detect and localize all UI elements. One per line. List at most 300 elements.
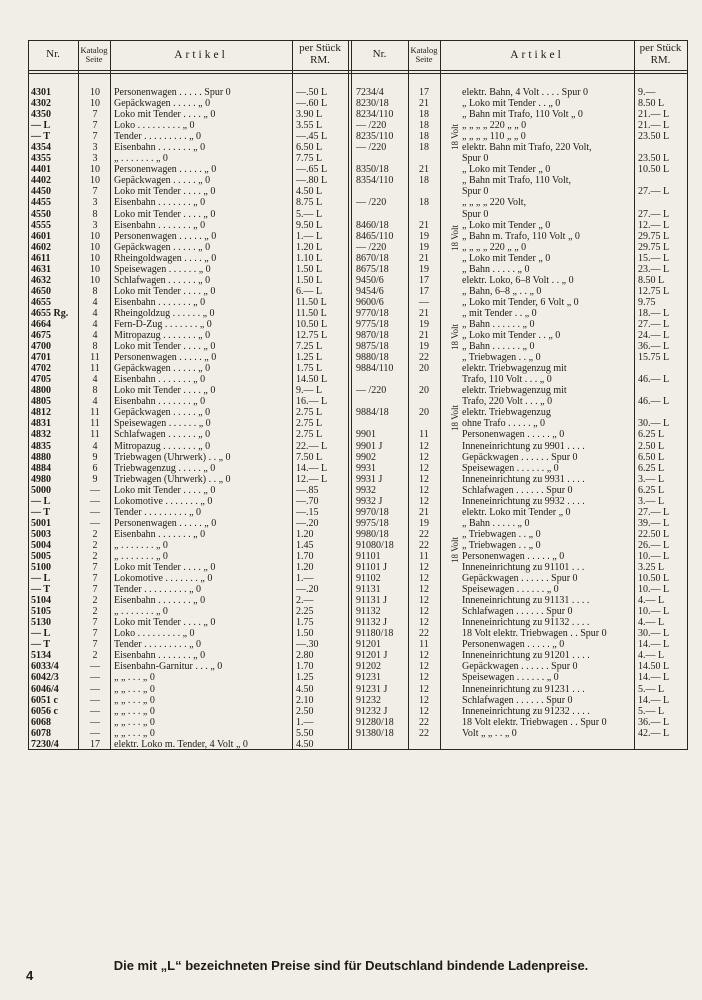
cell-price: 30.— L (638, 628, 670, 640)
cell-kat: 2 (92, 595, 98, 607)
cell-art: „ Bahn, 6–8 „ . . „ 0 (462, 285, 542, 297)
cell-art: Rheingoldzug . . . . . . „ 0 (114, 307, 215, 319)
cell-nr: 4354 (31, 142, 51, 154)
cell-kat: 10 (90, 175, 100, 187)
table-row (28, 496, 688, 507)
cell-price: 12.— L (296, 473, 328, 485)
cell-nr: 91202 (356, 661, 381, 673)
cell-price: 12.75 L (638, 285, 670, 297)
cell-nr: 4302 (31, 98, 51, 110)
table-row (28, 463, 688, 474)
cell-kat: 17 (419, 274, 429, 286)
cell-nr: 9880/18 (356, 352, 389, 364)
table-row (28, 573, 688, 584)
cell-nr: 4701 (31, 352, 51, 364)
header-nr-right: Nr. (372, 48, 387, 61)
cell-price: 1.70 (296, 661, 314, 673)
cell-price: 11.50 L (296, 307, 327, 319)
cell-price: 16.— L (296, 396, 328, 408)
cell-kat: 11 (419, 639, 429, 651)
cell-price: 30.— L (638, 418, 670, 430)
cell-nr: 91201 J (356, 650, 388, 662)
cell-nr: 9931 J (356, 473, 383, 485)
cell-art: Lokomotive . . . . . . . „ 0 (114, 495, 213, 507)
table-row (28, 672, 688, 683)
cell-nr: 91201 (356, 639, 381, 651)
cell-art: Personenwagen . . . . . „ 0 (114, 352, 217, 364)
cell-art: Loko mit Tender . . . . „ 0 (114, 208, 216, 220)
table-row (28, 87, 688, 98)
cell-nr: 9980/18 (356, 528, 389, 540)
cell-art: Loko . . . . . . . . . „ 0 (114, 628, 195, 640)
cell-kat: 19 (419, 241, 429, 253)
cell-price: 36.— L (638, 341, 670, 353)
cell-price: 1.— L (296, 230, 323, 242)
header-seite-label: Seite (85, 54, 103, 64)
table-row (28, 507, 688, 518)
cell-nr: 91080/18 (356, 539, 394, 551)
cell-nr: 4350 (31, 109, 51, 121)
cell-kat: 7 (92, 639, 98, 651)
cell-art: Tender . . . . . . . . . „ 0 (114, 506, 202, 518)
cell-price: 14.— L (638, 694, 670, 706)
table-row (28, 98, 688, 109)
cell-price: 29.75 L (638, 230, 670, 242)
cell-price: 46.— L (638, 374, 670, 386)
cell-nr: 6033/4 (31, 661, 59, 673)
table-row (28, 529, 688, 540)
cell-price: 10.— L (638, 606, 670, 618)
cell-nr: — T (31, 131, 50, 143)
cell-price: 2.25 (296, 606, 314, 618)
table-row (28, 220, 688, 231)
cell-nr: 8350/18 (356, 164, 389, 176)
cell-kat: 21 (419, 98, 429, 110)
cell-kat: 18 (419, 131, 429, 143)
cell-art: elektr. Bahn, 4 Volt . . . . Spur 0 (462, 87, 589, 98)
cell-nr: 4800 (31, 385, 51, 397)
cell-art: Inneneinrichtung zu 91132 . . . . (462, 617, 590, 629)
table-row (28, 650, 688, 661)
cell-nr: 91132 (356, 606, 381, 618)
cell-kat: 8 (92, 385, 98, 397)
cell-nr: 9975/18 (356, 517, 389, 529)
cell-price: 15.— L (638, 252, 670, 264)
cell-kat: 11 (419, 550, 429, 562)
header-price-right (634, 40, 687, 70)
cell-kat: 11 (90, 407, 100, 419)
cell-price: 2.10 (296, 694, 314, 706)
table-row (28, 661, 688, 672)
cell-price: 3.90 L (296, 109, 323, 121)
cell-price: 7.25 L (296, 341, 323, 353)
cell-art: elektr. Loko, 6–8 Volt . . „ 0 (462, 274, 574, 286)
table-row (28, 319, 688, 330)
cell-nr: 91232 J (356, 705, 388, 717)
cell-art: Loko mit Tender . . . . „ 0 (114, 109, 216, 121)
cell-art: Personenwagen . . . . . „ 0 (462, 639, 565, 651)
cell-art: „ „ . . . „ 0 (114, 672, 155, 684)
header-katalog-right (408, 40, 440, 70)
table-row (28, 385, 688, 396)
cell-nr: 4401 (31, 164, 51, 176)
cell-price: —.80 L (296, 175, 328, 187)
cell-kat: 20 (419, 407, 429, 419)
cell-nr: 91101 J (356, 562, 388, 574)
cell-art: Trafo, 220 Volt . . . „ 0 (462, 396, 553, 408)
cell-art: Eisenbahn . . . . . . . „ 0 (114, 142, 206, 154)
cell-art: „ Loko mit Tender „ 0 (462, 219, 551, 231)
cell-art: Eisenbahn . . . . . . . „ 0 (114, 374, 206, 386)
cell-kat: 7 (92, 573, 98, 585)
cell-kat: 8 (92, 208, 98, 220)
cell-nr: 5001 (31, 517, 51, 529)
cell-art: Eisenbahn . . . . . . . „ 0 (114, 396, 206, 408)
cell-price: 10.— L (638, 550, 670, 562)
cell-nr: 4631 (31, 263, 51, 275)
cell-price: —.45 L (296, 131, 328, 143)
cell-art: „ „ . . . „ 0 (114, 694, 155, 706)
cell-price: 5.— L (296, 208, 323, 220)
header-per-stueck: per Stück (639, 42, 682, 55)
table-row (28, 452, 688, 463)
cell-price: 8.50 L (638, 274, 665, 286)
cell-art: Trafo, 110 Volt . . . „ 0 (462, 374, 552, 386)
page-number: 4 (26, 968, 34, 983)
cell-nr: 91280/18 (356, 716, 394, 728)
cell-kat: 17 (419, 285, 429, 297)
table-row (28, 242, 688, 253)
cell-kat: 19 (419, 230, 429, 242)
volt-band-label: 18 Volt (450, 405, 460, 431)
table-row (28, 485, 688, 496)
cell-art: Gepäckwagen . . . . . „ 0 (114, 175, 211, 187)
cell-price: 10.50 L (638, 164, 670, 176)
cell-nr: 5004 (31, 539, 51, 551)
cell-price: —.20 (296, 584, 319, 596)
cell-kat: 12 (419, 661, 429, 673)
cell-art: „ Loko mit Tender . . „ 0 (462, 98, 561, 110)
cell-price: 12.— L (638, 219, 670, 231)
cell-price: 39.— L (638, 517, 670, 529)
cell-art: Inneneinrichtung zu 91231 . . . (462, 683, 585, 695)
table-row (28, 352, 688, 363)
cell-nr: 9770/18 (356, 307, 389, 319)
cell-kat: 20 (419, 363, 429, 375)
cell-nr: 4700 (31, 341, 51, 353)
cell-price: 14.50 L (296, 374, 328, 386)
cell-art: „ „ . . . „ 0 (114, 716, 155, 728)
cell-nr: 9454/6 (356, 285, 384, 297)
price-table (28, 40, 688, 750)
header-katalog-left (78, 40, 110, 70)
cell-art: „ „ „ „ 220 Volt, (462, 197, 527, 209)
cell-kat: — (90, 672, 100, 684)
cell-art: „ Loko mit Tender „ 0 (462, 164, 551, 176)
cell-kat: 2 (92, 528, 98, 540)
cell-kat: 11 (90, 363, 100, 375)
cell-art: elektr. Triebwagenzug mit (462, 363, 567, 375)
table-row (28, 717, 688, 728)
cell-nr: 5134 (31, 650, 51, 662)
cell-price: 14.— L (638, 672, 670, 684)
cell-art: „ Bahn m. Trafo, 110 Volt „ 0 (462, 230, 580, 242)
cell-kat: 3 (92, 197, 98, 209)
cell-art: Loko mit Tender . . . . „ 0 (114, 186, 216, 198)
table-row (28, 142, 688, 153)
header-price-left (292, 40, 348, 70)
cell-kat: 7 (92, 186, 98, 198)
cell-art: Gepäckwagen . . . . . . Spur 0 (462, 573, 578, 585)
cell-nr: 9970/18 (356, 506, 389, 518)
cell-kat: 22 (419, 628, 429, 640)
cell-kat: 22 (419, 727, 429, 739)
cell-art: „ Bahn . . . . . . „ 0 (462, 341, 535, 353)
table-row (28, 175, 688, 186)
cell-nr: 6051 c (31, 694, 58, 706)
cell-price: —.85 (296, 484, 319, 496)
cell-nr: 4402 (31, 175, 51, 187)
table-row (28, 429, 688, 440)
cell-nr: 4355 (31, 153, 51, 165)
cell-nr: 9600/6 (356, 296, 384, 308)
cell-kat: — (90, 484, 100, 496)
table-row (28, 441, 688, 452)
cell-art: „ . . . . . . . „ 0 (114, 606, 168, 618)
cell-kat: 21 (419, 506, 429, 518)
cell-art: „ „ . . . „ 0 (114, 727, 155, 739)
cell-kat: 2 (92, 606, 98, 618)
cell-kat: 2 (92, 650, 98, 662)
cell-kat: 7 (92, 109, 98, 121)
cell-nr: 4455 (31, 197, 51, 209)
cell-kat: — (90, 495, 100, 507)
cell-nr: 7234/4 (356, 87, 384, 98)
cell-art: „ Bahn mit Trafo, 110 Volt „ 0 (462, 109, 583, 121)
cell-price: 22.50 L (638, 528, 670, 540)
cell-art: „ Triebwagen . . „ 0 (462, 352, 541, 364)
cell-price: 1.20 (296, 528, 314, 540)
cell-art: Personenwagen . . . . . „ 0 (114, 230, 217, 242)
cell-price: 1.50 L (296, 274, 323, 286)
cell-art: Schlafwagen . . . . . . „ 0 (114, 274, 211, 286)
cell-nr: — /220 (356, 120, 387, 132)
cell-art: Triebwagenzug . . . . . „ 0 (114, 462, 216, 474)
cell-art: Lokomotive . . . . . . . „ 0 (114, 573, 213, 585)
cell-price: 2.50 (296, 705, 314, 717)
cell-nr: 91131 J (356, 595, 388, 607)
cell-kat: 22 (419, 716, 429, 728)
table-row (28, 308, 688, 319)
cell-price: 2.75 L (296, 407, 323, 419)
cell-price: 23.— L (638, 263, 670, 275)
cell-kat: 3 (92, 219, 98, 231)
cell-price: 4.50 L (296, 186, 323, 198)
cell-art: Loko mit Tender . . . . „ 0 (114, 341, 216, 353)
table-row (28, 418, 688, 429)
cell-nr: 9875/18 (356, 341, 389, 353)
cell-art: Loko . . . . . . . . . „ 0 (114, 120, 195, 132)
table-row (28, 407, 688, 418)
cell-art: Personenwagen . . . . . Spur 0 (114, 87, 231, 98)
cell-kat: 4 (92, 396, 98, 408)
cell-kat: 19 (419, 341, 429, 353)
cell-kat: 9 (92, 451, 98, 463)
cell-nr: 4450 (31, 186, 51, 198)
cell-price: 1.25 L (296, 352, 323, 364)
cell-kat: 12 (419, 672, 429, 684)
cell-kat: 12 (419, 573, 429, 585)
cell-nr: 4812 (31, 407, 51, 419)
cell-nr: 4675 (31, 330, 51, 342)
cell-price: 1.20 L (296, 241, 323, 253)
cell-price: 2.75 L (296, 418, 323, 430)
table-row (28, 297, 688, 308)
header-per-stueck: per Stück (299, 42, 341, 55)
cell-price: 23.50 L (638, 153, 670, 165)
cell-art: Loko mit Tender . . . . „ 0 (114, 617, 216, 629)
cell-art: „ Loko mit Tender „ 0 (462, 252, 551, 264)
cell-kat: 7 (92, 617, 98, 629)
cell-art: Eisenbahn . . . . . . . „ 0 (114, 197, 206, 209)
cell-price: 27.— L (638, 208, 670, 220)
cell-nr: 4655 Rg. (31, 307, 69, 319)
cell-kat: 2 (92, 550, 98, 562)
cell-price: 1.25 (296, 672, 314, 684)
cell-nr: 91232 (356, 694, 381, 706)
cell-kat: — (90, 683, 100, 695)
cell-price: 3.— L (638, 495, 665, 507)
cell-kat: 17 (419, 87, 429, 98)
cell-nr: 8670/18 (356, 252, 389, 264)
cell-art: Loko mit Tender . . . . „ 0 (114, 484, 216, 496)
cell-nr: 6046/4 (31, 683, 59, 695)
cell-art: Mitropazug . . . . . . . „ 0 (114, 440, 211, 452)
cell-art: „ Loko mit Tender, 6 Volt „ 0 (462, 296, 579, 308)
cell-art: Personenwagen . . . . . „ 0 (462, 550, 565, 562)
cell-nr: 4835 (31, 440, 51, 452)
table-row (28, 728, 688, 739)
table-row (28, 639, 688, 650)
cell-price: 2.80 (296, 650, 314, 662)
cell-art: Inneneinrichtung zu 91201 . . . . (462, 650, 590, 662)
cell-kat: 12 (419, 440, 429, 452)
cell-kat: 12 (419, 694, 429, 706)
cell-kat: 19 (419, 318, 429, 330)
cell-price: 9.— (638, 87, 656, 98)
cell-price: 14.— L (638, 639, 670, 651)
cell-art: Triebwagen (Uhrwerk) . . „ 0 (114, 473, 231, 485)
cell-kat: 6 (92, 462, 98, 474)
cell-kat: 10 (90, 230, 100, 242)
cell-nr: 6042/3 (31, 672, 59, 684)
cell-price: 9.75 (638, 296, 656, 308)
cell-kat: 12 (419, 495, 429, 507)
cell-kat: 21 (419, 252, 429, 264)
cell-kat: 12 (419, 617, 429, 629)
cell-art: Inneneinrichtung zu 9901 . . . . (462, 440, 585, 452)
cell-kat: 21 (419, 164, 429, 176)
cell-price: 6.25 L (638, 462, 665, 474)
cell-price: 15.75 L (638, 352, 670, 364)
cell-kat: — (90, 694, 100, 706)
cell-art: „ „ . . . „ 0 (114, 705, 155, 717)
cell-art: Speisewagen . . . . . . „ 0 (462, 584, 559, 596)
cell-kat: 12 (419, 562, 429, 574)
cell-kat: 21 (419, 330, 429, 342)
table-row (28, 706, 688, 717)
cell-nr: 91380/18 (356, 727, 394, 739)
cell-art: Gepäckwagen . . . . . „ 0 (114, 407, 211, 419)
cell-kat: 10 (90, 164, 100, 176)
cell-art: Gepäckwagen . . . . . . Spur 0 (462, 661, 578, 673)
cell-nr: 8675/18 (356, 263, 389, 275)
cell-nr: 4650 (31, 285, 51, 297)
table-row (28, 518, 688, 529)
cell-nr: 4664 (31, 318, 51, 330)
cell-nr: 9870/18 (356, 330, 389, 342)
cell-price: 14.50 L (638, 661, 670, 673)
cell-art: Loko mit Tender . . . . „ 0 (114, 385, 216, 397)
cell-kat: 2 (92, 539, 98, 551)
cell-nr: 4702 (31, 363, 51, 375)
cell-price: 1.20 (296, 562, 314, 574)
cell-nr: 91231 J (356, 683, 388, 695)
cell-nr: 91102 (356, 573, 381, 585)
cell-kat: 18 (419, 109, 429, 121)
cell-art: „ Bahn mit Trafo, 110 Volt, (462, 175, 571, 187)
cell-nr: 4884 (31, 462, 51, 474)
cell-nr: 4632 (31, 274, 51, 286)
cell-price: 4.50 (296, 683, 314, 695)
cell-art: Tender . . . . . . . . . „ 0 (114, 584, 202, 596)
cell-nr: 7230/4 (31, 738, 59, 750)
cell-price: 22.— L (296, 440, 328, 452)
cell-kat: 4 (92, 330, 98, 342)
cell-kat: 21 (419, 307, 429, 319)
cell-kat: — (90, 727, 100, 739)
cell-nr: 9450/6 (356, 274, 384, 286)
cell-nr: 8460/18 (356, 219, 389, 231)
table-row (28, 562, 688, 573)
cell-kat: 4 (92, 440, 98, 452)
cell-art: Gepäckwagen . . . . . „ 0 (114, 98, 211, 110)
header-rm: RM. (310, 54, 330, 66)
header-katalog-label: Katalog (410, 44, 438, 55)
cell-art: Gepäckwagen . . . . . . Spur 0 (462, 451, 578, 463)
cell-kat: 12 (419, 705, 429, 717)
table-row (28, 396, 688, 407)
cell-art: elektr. Loko mit Tender „ 0 (462, 506, 571, 518)
cell-art: Eisenbahn-Garnitur . . . „ 0 (114, 661, 223, 673)
cell-kat: 12 (419, 473, 429, 485)
cell-nr: 4611 (31, 252, 51, 264)
cell-kat: 10 (90, 263, 100, 275)
cell-art: ohne Trafo . . . . . „ 0 (462, 418, 546, 430)
cell-price: 11.50 L (296, 296, 327, 308)
cell-kat: 18 (419, 142, 429, 154)
cell-price: 1.75 (296, 617, 314, 629)
cell-kat: 7 (92, 562, 98, 574)
cell-nr: 5130 (31, 617, 51, 629)
header-artikel-right: Artikel (510, 48, 564, 61)
cell-nr: 9775/18 (356, 318, 389, 330)
cell-kat: 10 (90, 252, 100, 264)
cell-art: „ Triebwagen . . „ 0 (462, 539, 541, 551)
cell-kat: 19 (419, 517, 429, 529)
cell-art: Rheingoldwagen . . . . „ 0 (114, 252, 217, 264)
cell-price: 1.70 (296, 550, 314, 562)
